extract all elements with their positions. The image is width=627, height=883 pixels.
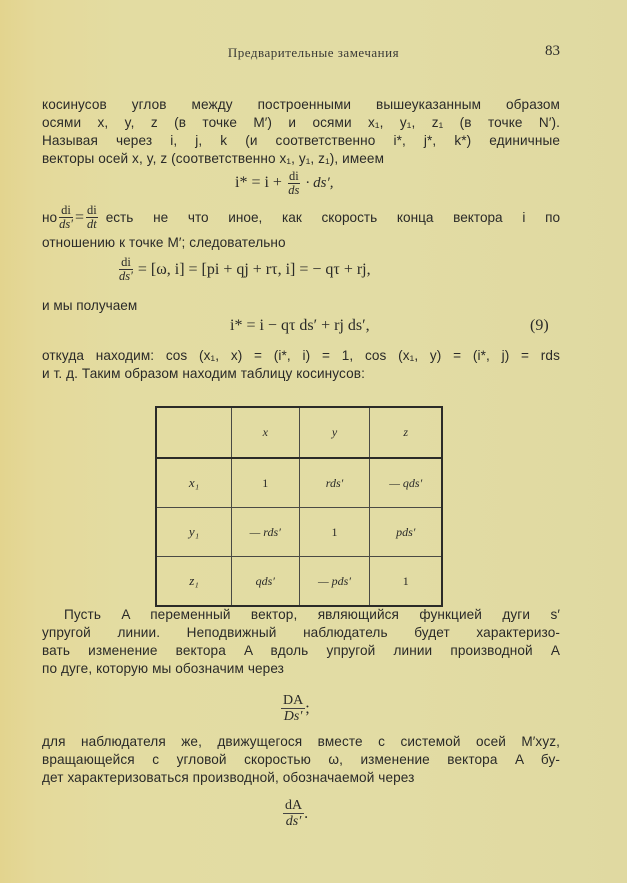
table-row	[156, 508, 442, 557]
fraction	[119, 256, 133, 283]
text-line-with-fractions	[42, 204, 560, 231]
equation-rhs: = [ω, i] = [pi + qj + rτ, i] = − qτ + rj,	[137, 260, 371, 278]
page-number: 83	[545, 43, 560, 59]
punctuation: ;	[305, 699, 310, 717]
text-line: и мы получаем	[42, 298, 138, 313]
text-rest: есть не что иное, как скорость конца вектора i по	[105, 210, 560, 225]
text-line: вать изменение вектора A вдоль упругой линии производной A	[42, 643, 560, 658]
text-line: откуда находим: cos (x₁, x) = (i*, i) = 1, cos (x₁, y) = (i*, j) = rds	[42, 348, 560, 363]
row-header: z₁	[156, 557, 232, 607]
fraction-numerator: DA	[283, 693, 304, 708]
table-cell: — pds′	[299, 557, 370, 607]
fraction	[59, 204, 73, 231]
fraction-denominator: ds′	[59, 217, 73, 231]
fraction-denominator: Ds′	[283, 709, 303, 724]
equation-DA-Ds	[281, 693, 310, 724]
text-line: осями x, y, z (в точке M′) и осями x₁, y₁, z₁ (в точке N′).	[42, 115, 560, 130]
fraction	[288, 170, 300, 197]
row-header: y₁	[156, 508, 232, 557]
fraction-denominator: ds	[288, 183, 300, 197]
text-line: вращающейся с угловой скоростью ω, изменение вектора A бу-	[42, 752, 560, 767]
table-cell: qds′	[232, 557, 300, 607]
column-header: z	[370, 407, 442, 458]
fraction-denominator: dt	[86, 217, 97, 231]
text-line: дет характеризоваться производной, обозначаемой через	[42, 770, 415, 785]
equation-i-star	[235, 170, 334, 197]
cosine-table	[155, 406, 443, 607]
fraction-denominator: ds′	[285, 814, 302, 829]
fraction-numerator: di	[119, 256, 133, 270]
table-corner-cell	[156, 407, 232, 458]
table-cell: 1	[232, 458, 300, 508]
fraction-numerator: di	[59, 204, 73, 218]
table-cell: — rds′	[232, 508, 300, 557]
table-cell: pds′	[370, 508, 442, 557]
column-header: y	[299, 407, 370, 458]
fraction-denominator: ds′	[119, 269, 133, 283]
fraction	[281, 693, 305, 724]
table-row	[156, 458, 442, 508]
equation-dA-ds	[283, 798, 308, 829]
equation-9: i* = i − qτ ds′ + rj ds′,	[230, 317, 370, 334]
table-cell: — qds′	[370, 458, 442, 508]
text-line: Называя через i, j, k (и соответственно i*, j*, k*) единичные	[42, 133, 560, 148]
text-line: векторы осей x, y, z (соответственно x₁, y₁, z₁), имеем	[42, 151, 385, 166]
text-line: и т. д. Таким образом находим таблицу косинусов:	[42, 366, 365, 381]
text-line: по дуге, которую мы обозначим через	[42, 661, 285, 676]
text-line: косинусов углов между построенными вышеуказанным образом	[42, 97, 560, 112]
equation-lhs: i* = i +	[235, 174, 282, 192]
text-line: отношению к точке M′; следовательно	[42, 235, 286, 250]
fraction	[283, 798, 304, 829]
fraction-numerator: di	[86, 203, 97, 217]
fraction-numerator: di	[288, 169, 299, 183]
column-header: x	[232, 407, 300, 458]
equation-number: (9)	[530, 317, 549, 334]
running-title: Предварительные замечания	[227, 45, 400, 60]
table-cell: 1	[370, 557, 442, 607]
text-line: Пусть A переменный вектор, являющийся функцией дуги s′	[64, 607, 560, 622]
table-cell: 1	[299, 508, 370, 557]
table-header-row	[156, 407, 442, 458]
punctuation: .	[304, 804, 309, 822]
row-header: x₁	[156, 458, 232, 508]
text-line: упругой линии. Неподвижный наблюдатель будет характеризо-	[42, 625, 560, 640]
text-prefix: но	[42, 210, 58, 225]
equation-rhs: · ds′,	[305, 175, 334, 192]
fraction	[86, 204, 98, 231]
table-cell: rds′	[299, 458, 370, 508]
text-line: для наблюдателя же, движущегося вместе с системой осей M′xyz,	[42, 734, 560, 749]
equals-sign: =	[74, 208, 84, 226]
fraction-numerator: dA	[285, 798, 303, 813]
table-row	[156, 557, 442, 607]
equation-di-ds	[117, 256, 371, 283]
